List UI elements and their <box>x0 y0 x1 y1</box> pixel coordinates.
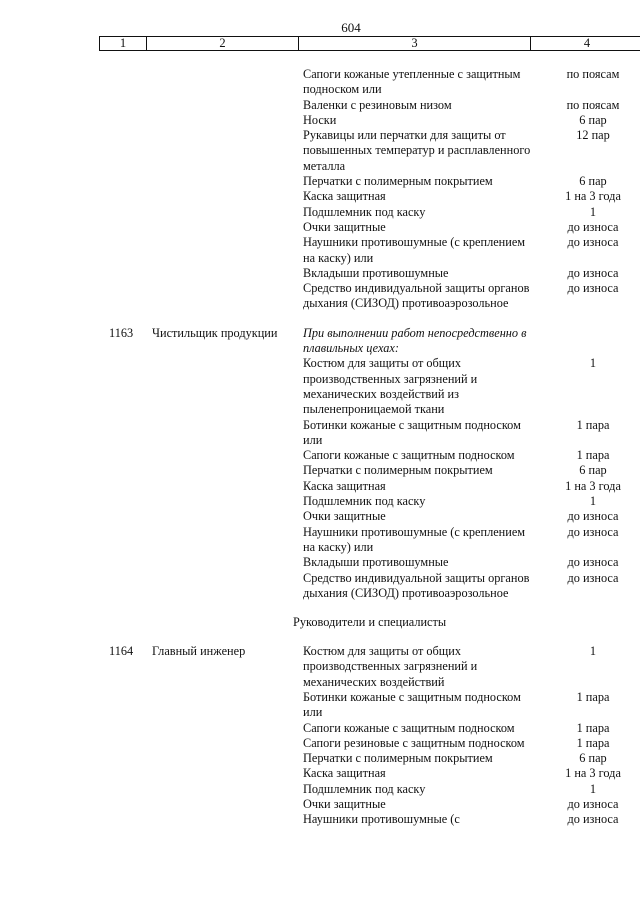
ppe-item: Перчатки с полимерным покрытием <box>303 174 493 189</box>
ppe-item: Ботинки кожаные с защитным подноском или <box>303 417 521 447</box>
table-row <box>0 571 640 602</box>
ppe-quantity: 1 <box>589 204 597 219</box>
ppe-quantity: до износа <box>567 281 619 296</box>
ppe-item: Очки защитные <box>303 219 386 234</box>
ppe-item: Сапоги кожаные с защитным подноском <box>303 448 515 463</box>
header-col-1: 1 <box>100 37 147 50</box>
ppe-quantity: 1 пара <box>576 735 610 750</box>
ppe-item: Перчатки с полимерным покрытием <box>303 751 493 766</box>
table-row <box>0 509 640 524</box>
ppe-item: Сапоги кожаные утепленные с защитным подноском или <box>303 67 521 97</box>
ppe-item: Очки защитные <box>303 509 386 524</box>
header-col-4: 4 <box>583 36 591 50</box>
header-col-3: 3 <box>299 37 531 50</box>
ppe-quantity: 6 пар <box>579 174 607 189</box>
ppe-quantity: до износа <box>567 509 619 524</box>
ppe-quantity: по поясам <box>566 67 620 81</box>
table-body <box>0 67 640 828</box>
ppe-item: Каска защитная <box>303 478 386 493</box>
ppe-quantity: 1 на 3 года <box>565 189 621 204</box>
ppe-quantity: до износа <box>567 524 619 539</box>
table-row <box>0 326 640 357</box>
table-row <box>0 235 640 266</box>
ppe-item: Вкладыши противошумные <box>303 555 449 570</box>
table-row <box>0 356 640 417</box>
table-row <box>0 494 640 509</box>
ppe-quantity: 1 <box>589 644 597 659</box>
ppe-quantity: до износа <box>567 570 619 585</box>
header-col-2: 2 <box>147 37 299 50</box>
table-row <box>0 67 640 98</box>
table-row <box>0 766 640 781</box>
ppe-item: Подшлемник под каску <box>303 204 426 219</box>
ppe-item: Средство индивидуальной защиты органов дыхания (СИЗОД) противоаэрозольное <box>303 281 530 311</box>
ppe-quantity: 6 пар <box>579 463 607 478</box>
ppe-item: Костюм для защиты от общих производственных загрязнений и механических воздействий <box>303 644 478 689</box>
ppe-item: Подшлемник под каску <box>303 494 426 509</box>
ppe-item: Наушники противошумные (с креплением на каску) или <box>303 524 526 554</box>
ppe-quantity: до износа <box>567 235 619 250</box>
ppe-item: Сапоги кожаные с защитным подноском <box>303 720 515 735</box>
table-row <box>0 690 640 721</box>
ppe-item: Каска защитная <box>303 189 386 204</box>
ppe-item: При выполнении работ непосредственно в плавильных цехах: <box>303 325 527 356</box>
table-row <box>0 128 640 174</box>
table-row <box>0 463 640 478</box>
page-number: 604 <box>341 20 361 35</box>
ppe-quantity: 1 пара <box>576 448 610 463</box>
ppe-item: Ботинки кожаные с защитным подноском или <box>303 689 521 720</box>
table-row <box>0 113 640 128</box>
table-row <box>0 644 640 690</box>
ppe-quantity: 1 на 3 года <box>565 478 621 493</box>
table-header <box>99 36 640 51</box>
ppe-quantity: 6 пар <box>579 112 607 127</box>
table-row <box>0 266 640 281</box>
ppe-quantity: 1 <box>589 356 597 371</box>
ppe-quantity: 12 пар <box>576 128 610 143</box>
table-row <box>0 220 640 235</box>
ppe-item: Очки защитные <box>303 797 386 812</box>
table-row <box>0 812 640 827</box>
table-row <box>0 479 640 494</box>
section-title: Руководители и специалисты <box>293 615 447 630</box>
ppe-item: Средство индивидуальной защиты органов дыхания (СИЗОД) противоаэрозольное <box>303 570 530 600</box>
ppe-item: Вкладыши противошумные <box>303 265 449 280</box>
table-row <box>0 555 640 570</box>
table-row <box>0 98 640 113</box>
table-row <box>0 525 640 556</box>
ppe-item: Перчатки с полимерным покрытием <box>303 463 493 478</box>
ppe-item: Сапоги резиновые с защитным подноском <box>303 735 525 750</box>
entry-number: 1163 <box>109 325 134 340</box>
ppe-quantity: до износа <box>567 219 619 234</box>
ppe-item: Валенки с резиновым низом <box>303 97 452 112</box>
ppe-item: Подшлемник под каску <box>303 781 426 796</box>
table-row <box>0 281 640 312</box>
ppe-quantity: 1 на 3 года <box>565 766 621 781</box>
profession-name: Чистильщик продукции <box>152 325 278 340</box>
ppe-quantity: до износа <box>567 812 619 827</box>
ppe-quantity: 1 пара <box>576 417 610 432</box>
ppe-item: Костюм для защиты от общих производственных загрязнений и механических воздействий из пыленепроницаемой ткани <box>303 356 478 417</box>
ppe-quantity: до износа <box>567 555 619 570</box>
table-row <box>0 189 640 204</box>
table-row <box>0 782 640 797</box>
ppe-quantity: 1 пара <box>576 689 610 704</box>
table-row <box>0 418 640 449</box>
table-row <box>0 721 640 736</box>
ppe-item: Наушники противошумные (с <box>303 812 460 827</box>
ppe-quantity: до износа <box>567 265 619 280</box>
table-row <box>0 174 640 189</box>
table-row <box>0 205 640 220</box>
ppe-quantity: 1 <box>589 494 597 509</box>
ppe-item: Рукавицы или перчатки для защиты от повышенных температур и расплавленного металла <box>303 128 531 173</box>
table-row <box>0 751 640 766</box>
ppe-quantity: 1 пара <box>576 720 610 735</box>
table-row <box>0 797 640 812</box>
entry-number: 1164 <box>109 644 134 659</box>
ppe-item: Наушники противошумные (с креплением на каску) или <box>303 235 526 265</box>
table-row <box>0 448 640 463</box>
ppe-quantity: 1 <box>589 781 597 796</box>
ppe-quantity: 6 пар <box>579 751 607 766</box>
ppe-item: Каска защитная <box>303 766 386 781</box>
ppe-quantity: по поясам <box>566 97 620 112</box>
profession-name: Главный инженер <box>152 644 246 659</box>
ppe-item: Носки <box>303 112 337 127</box>
table-row <box>0 736 640 751</box>
ppe-quantity: до износа <box>567 797 619 812</box>
